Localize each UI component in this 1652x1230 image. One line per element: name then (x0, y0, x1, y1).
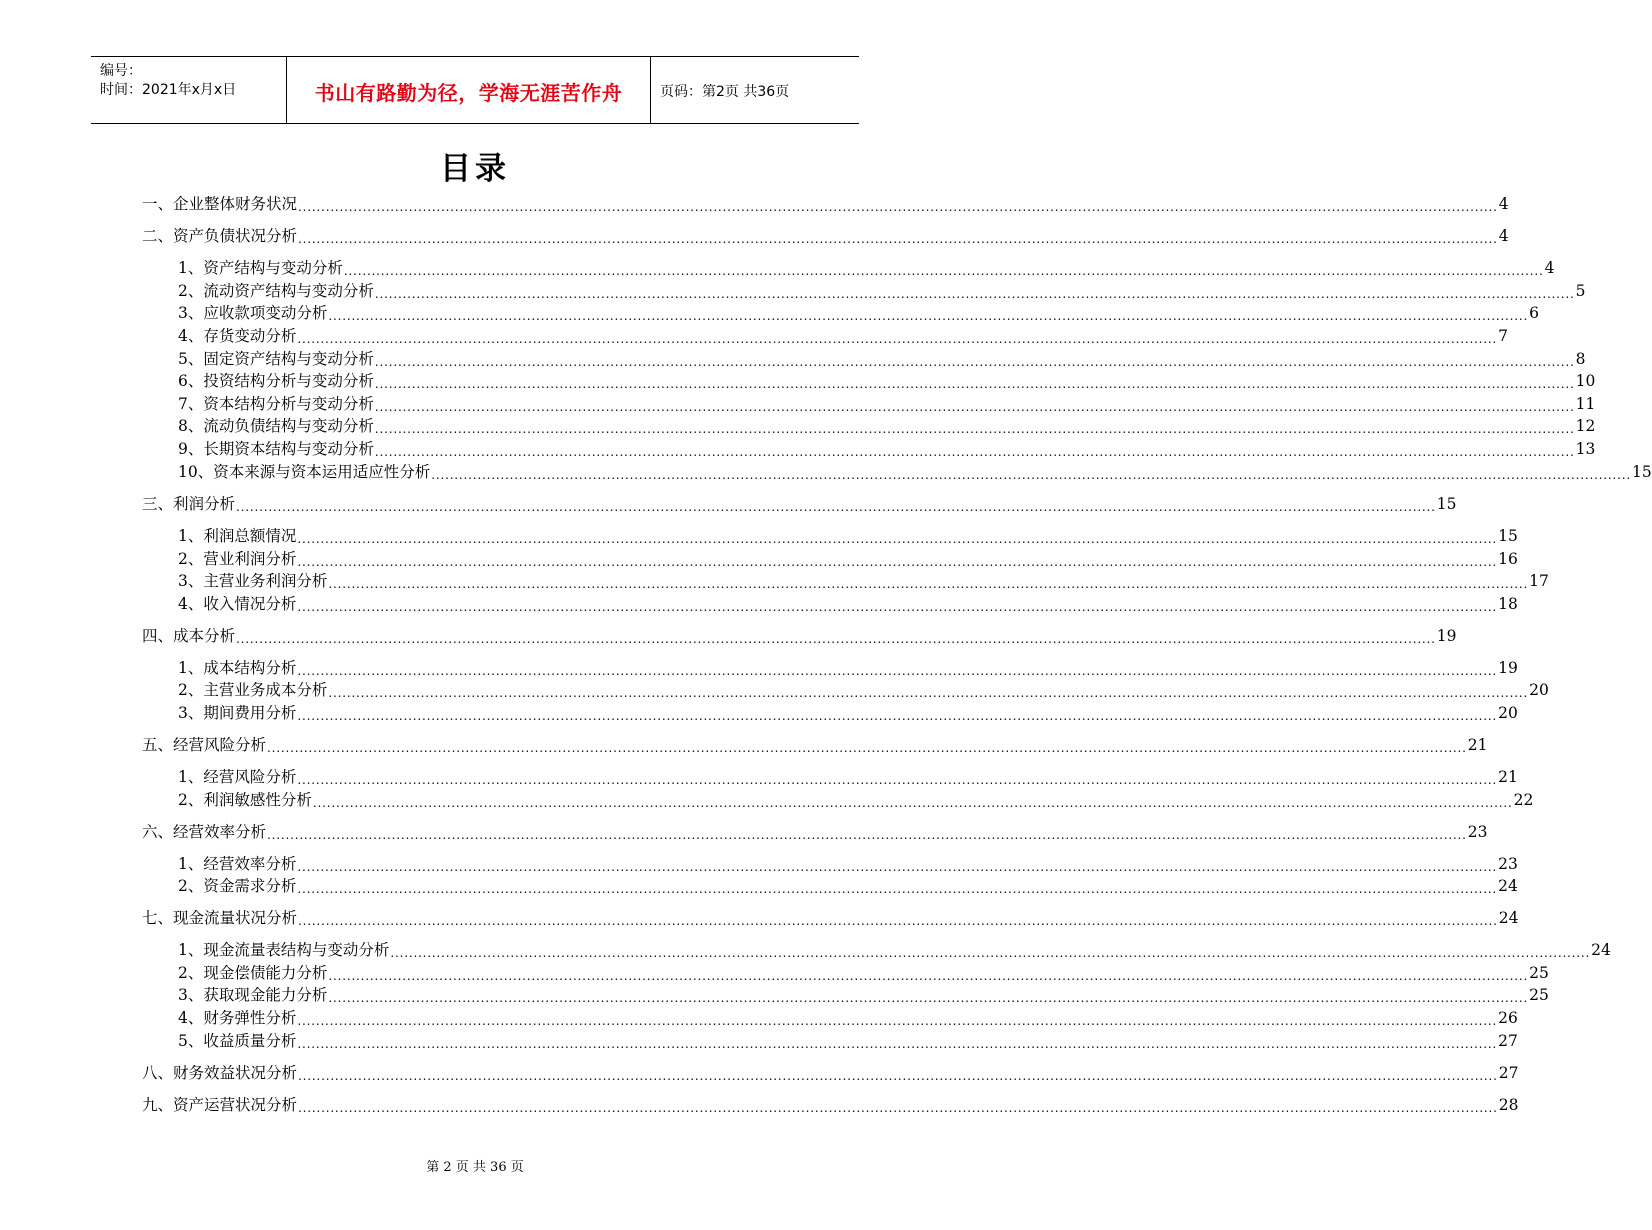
toc-entry-title: 八、财务效益状况分析 (142, 1064, 298, 1082)
toc-entry-page-number: 15 (1436, 495, 1457, 513)
toc-entry-title: 1、现金流量表结构与变动分析 (178, 941, 390, 959)
toc-entry-title: 3、主营业务利润分析 (178, 572, 328, 590)
toc-entry-page-number: 24 (1498, 909, 1519, 927)
toc-entry-page-number: 25 (1529, 986, 1549, 1004)
toc-entry-page-number: 16 (1498, 550, 1518, 568)
toc-entry-page-number: 15 (1498, 527, 1518, 545)
toc-entry[interactable] (178, 301, 1540, 323)
toc-entry-page-number: 15 (1632, 463, 1652, 481)
toc-entry-page-number: 21 (1498, 768, 1518, 786)
toc-entry[interactable] (178, 547, 1518, 569)
toc-entry[interactable] (178, 788, 1534, 810)
toc-entry[interactable] (178, 256, 1555, 278)
toc-entry[interactable] (178, 460, 1652, 482)
toc-entry-title: 10、资本来源与资本运用适应性分析 (178, 463, 431, 481)
toc-entry-page-number: 22 (1513, 791, 1534, 809)
toc-dot-leader: .................................................................................................................................................................................................................................................................... (267, 828, 1467, 842)
toc-entry-title: 4、存货变动分析 (178, 327, 297, 345)
toc-dot-leader: .................................................................................................................................................................................................................................................................... (298, 200, 1498, 214)
toc-entry[interactable] (178, 1006, 1518, 1028)
toc-entry[interactable] (178, 324, 1509, 346)
toc-entry-title: 4、收入情况分析 (178, 595, 297, 613)
toc-dot-leader: .................................................................................................................................................................................................................................................................... (297, 332, 1498, 346)
toc-dot-leader: .................................................................................................................................................................................................................................................................... (297, 860, 1498, 874)
toc-entry-title: 9、长期资本结构与变动分析 (178, 440, 374, 458)
toc-entry-title: 2、现金偿债能力分析 (178, 964, 328, 982)
page-title: 目录 (440, 151, 510, 187)
toc-entry-title: 2、营业利润分析 (178, 550, 297, 568)
toc-entry-title: 二、资产负债状况分析 (142, 227, 298, 245)
toc-entry[interactable] (142, 224, 1509, 246)
toc-dot-leader: .................................................................................................................................................................................................................................................................... (431, 468, 1631, 482)
toc-entry-page-number: 5 (1575, 282, 1586, 300)
toc-entry[interactable] (178, 678, 1549, 700)
toc-entry-page-number: 27 (1498, 1032, 1518, 1050)
toc-dot-leader: .................................................................................................................................................................................................................................................................... (390, 946, 1591, 960)
toc-entry[interactable] (142, 820, 1488, 842)
number-label: 编号： (100, 63, 142, 79)
toc-entry-title: 4、财务弹性分析 (178, 1009, 297, 1027)
toc-dot-leader: .................................................................................................................................................................................................................................................................... (374, 422, 1575, 436)
toc-entry[interactable] (178, 701, 1518, 723)
toc-dot-leader: .................................................................................................................................................................................................................................................................... (328, 991, 1529, 1005)
toc-entry[interactable] (178, 874, 1518, 896)
toc-dot-leader: .................................................................................................................................................................................................................................................................... (328, 969, 1529, 983)
toc-entry-title: 3、期间费用分析 (178, 704, 297, 722)
toc-dot-leader: .................................................................................................................................................................................................................................................................... (374, 287, 1575, 301)
toc-entry-page-number: 17 (1529, 572, 1549, 590)
toc-dot-leader: .................................................................................................................................................................................................................................................................... (298, 1069, 1498, 1083)
toc-entry-title: 六、经营效率分析 (142, 823, 267, 841)
toc-entry-page-number: 7 (1498, 327, 1509, 345)
toc-entry[interactable] (142, 1061, 1519, 1083)
toc-dot-leader: .................................................................................................................................................................................................................................................................... (298, 232, 1498, 246)
toc-dot-leader: .................................................................................................................................................................................................................................................................... (374, 355, 1575, 369)
toc-dot-leader: .................................................................................................................................................................................................................................................................... (267, 741, 1467, 755)
toc-entry[interactable] (178, 524, 1518, 546)
toc-entry-title: 5、固定资产结构与变动分析 (178, 350, 374, 368)
toc-entry-page-number: 23 (1467, 823, 1488, 841)
toc-entry-title: 3、获取现金能力分析 (178, 986, 328, 1004)
toc-entry[interactable] (142, 192, 1509, 214)
toc-entry[interactable] (178, 392, 1596, 414)
toc-entry-title: 四、成本分析 (142, 627, 236, 645)
toc-entry-page-number: 8 (1575, 350, 1586, 368)
toc-entry-page-number: 26 (1498, 1009, 1518, 1027)
toc-entry-page-number: 24 (1498, 877, 1518, 895)
toc-entry[interactable] (178, 369, 1596, 391)
toc-entry-page-number: 13 (1575, 440, 1596, 458)
toc-entry[interactable] (142, 492, 1457, 514)
toc-entry-page-number: 6 (1529, 304, 1540, 322)
toc-entry[interactable] (142, 1093, 1519, 1115)
toc-dot-leader: .................................................................................................................................................................................................................................................................... (374, 377, 1575, 391)
toc-entry-page-number: 28 (1498, 1096, 1519, 1114)
toc-dot-leader: .................................................................................................................................................................................................................................................................... (297, 600, 1498, 614)
toc-entry[interactable] (142, 733, 1488, 755)
toc-entry[interactable] (178, 414, 1596, 436)
toc-entry-page-number: 21 (1467, 736, 1488, 754)
toc-entry[interactable] (178, 983, 1549, 1005)
toc-entry-page-number: 20 (1529, 681, 1549, 699)
toc-entry-page-number: 11 (1575, 395, 1596, 413)
toc-entry-page-number: 18 (1498, 595, 1518, 613)
toc-dot-leader: .................................................................................................................................................................................................................................................................... (297, 664, 1498, 678)
toc-entry-page-number: 19 (1498, 659, 1518, 677)
toc-dot-leader: .................................................................................................................................................................................................................................................................... (297, 773, 1498, 787)
toc-entry-page-number: 4 (1544, 259, 1555, 277)
toc-entry-title: 七、现金流量状况分析 (142, 909, 298, 927)
toc-entry-title: 1、经营效率分析 (178, 855, 297, 873)
toc-entry-page-number: 27 (1498, 1064, 1519, 1082)
toc-entry-title: 三、利润分析 (142, 495, 236, 513)
toc-entry-page-number: 25 (1529, 964, 1549, 982)
toc-entry-page-number: 24 (1591, 941, 1611, 959)
toc-dot-leader: .................................................................................................................................................................................................................................................................... (297, 709, 1498, 723)
toc-entry-page-number: 12 (1575, 417, 1596, 435)
toc-entry[interactable] (178, 938, 1611, 960)
time-label: 时间：2021年x月x日 (100, 82, 237, 98)
toc-entry-page-number: 10 (1575, 372, 1596, 390)
toc-entry[interactable] (178, 437, 1596, 459)
toc-dot-leader: .................................................................................................................................................................................................................................................................... (298, 914, 1498, 928)
toc-dot-leader: .................................................................................................................................................................................................................................................................... (236, 632, 1436, 646)
toc-entry-title: 1、经营风险分析 (178, 768, 297, 786)
toc-entry-page-number: 23 (1498, 855, 1518, 873)
toc-entry-title: 2、主营业务成本分析 (178, 681, 328, 699)
toc-dot-leader: .................................................................................................................................................................................................................................................................... (297, 1037, 1498, 1051)
toc-dot-leader: .................................................................................................................................................................................................................................................................... (328, 309, 1529, 323)
page-footer: 第 2 页 共 36 页 (426, 1160, 524, 1175)
toc-dot-leader: .................................................................................................................................................................................................................................................................... (297, 882, 1498, 896)
toc-entry[interactable] (142, 906, 1519, 928)
toc-dot-leader: .................................................................................................................................................................................................................................................................... (328, 577, 1529, 591)
toc-entry-page-number: 4 (1498, 195, 1509, 213)
toc-dot-leader: .................................................................................................................................................................................................................................................................... (328, 686, 1529, 700)
toc-dot-leader: .................................................................................................................................................................................................................................................................... (297, 555, 1498, 569)
toc-entry-title: 3、应收款项变动分析 (178, 304, 328, 322)
toc-dot-leader: .................................................................................................................................................................................................................................................................... (236, 500, 1436, 514)
toc-entry-page-number: 4 (1498, 227, 1509, 245)
toc-entry-title: 2、流动资产结构与变动分析 (178, 282, 374, 300)
toc-entry-title: 2、利润敏感性分析 (178, 791, 312, 809)
toc-entry[interactable] (178, 279, 1586, 301)
toc-entry-title: 7、资本结构分析与变动分析 (178, 395, 374, 413)
toc-entry-page-number: 19 (1436, 627, 1457, 645)
toc-dot-leader: .................................................................................................................................................................................................................................................................... (343, 264, 1544, 278)
toc-entry-title: 五、经营风险分析 (142, 736, 267, 754)
toc-entry-title: 5、收益质量分析 (178, 1032, 297, 1050)
toc-entry[interactable] (178, 347, 1586, 369)
page-info: 页码：第2页 共36页 (660, 84, 790, 100)
toc-entry[interactable] (178, 961, 1549, 983)
toc-entry-title: 一、企业整体财务状况 (142, 195, 298, 213)
toc-dot-leader: .................................................................................................................................................................................................................................................................... (297, 1014, 1498, 1028)
toc-dot-leader: .................................................................................................................................................................................................................................................................... (312, 796, 1513, 810)
toc-dot-leader: .................................................................................................................................................................................................................................................................... (297, 532, 1498, 546)
toc-entry[interactable] (178, 656, 1518, 678)
toc-dot-leader: .................................................................................................................................................................................................................................................................... (374, 400, 1575, 414)
toc-dot-leader: .................................................................................................................................................................................................................................................................... (298, 1101, 1498, 1115)
toc-entry[interactable] (178, 1029, 1518, 1051)
toc-entry[interactable] (178, 569, 1549, 591)
toc-entry[interactable] (178, 592, 1518, 614)
toc-entry-title: 1、成本结构分析 (178, 659, 297, 677)
toc-entry-title: 8、流动负债结构与变动分析 (178, 417, 374, 435)
motto-text: 书山有路勤为径，学海无涯苦作舟 (314, 81, 623, 105)
toc-entry[interactable] (142, 624, 1457, 646)
toc-entry-title: 九、资产运营状况分析 (142, 1096, 298, 1114)
toc-dot-leader: .................................................................................................................................................................................................................................................................... (374, 445, 1575, 459)
toc-entry-title: 2、资金需求分析 (178, 877, 297, 895)
toc-entry-title: 6、投资结构分析与变动分析 (178, 372, 374, 390)
toc-entry[interactable] (178, 852, 1518, 874)
toc-entry-title: 1、资产结构与变动分析 (178, 259, 343, 277)
toc-entry-title: 1、利润总额情况 (178, 527, 297, 545)
toc-entry-page-number: 20 (1498, 704, 1518, 722)
toc-entry[interactable] (178, 765, 1518, 787)
